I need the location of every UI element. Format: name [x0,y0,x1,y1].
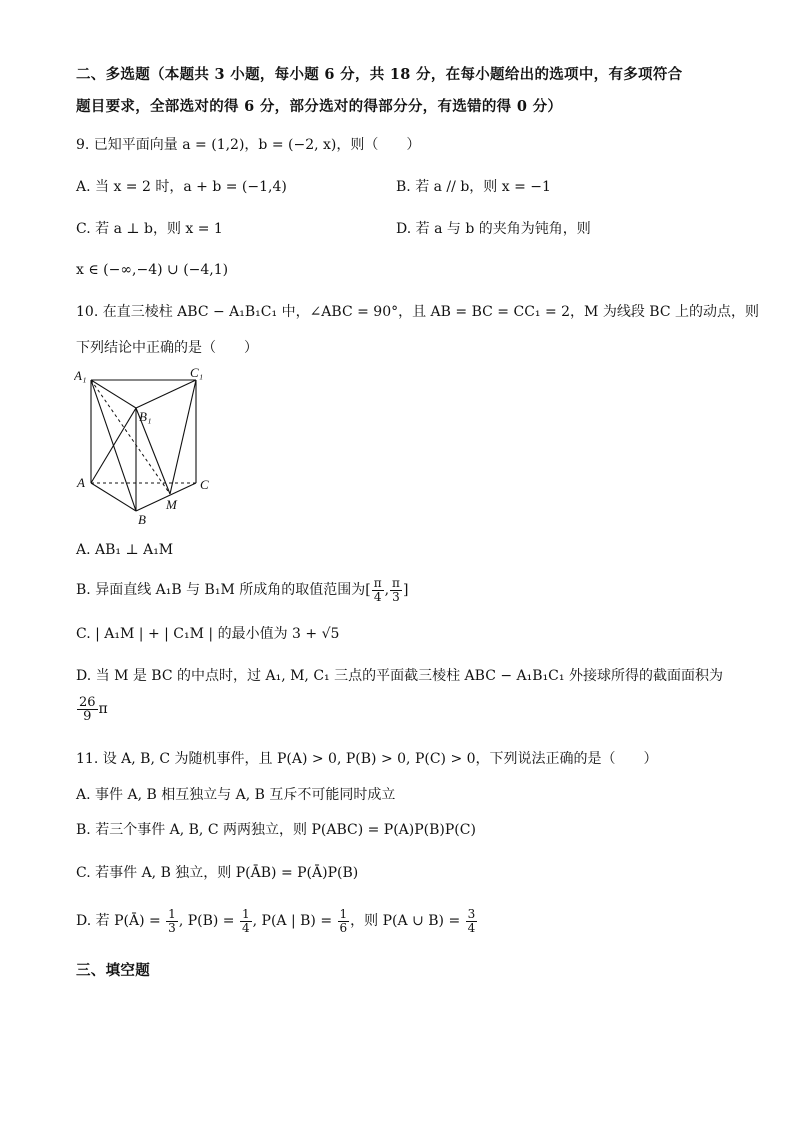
pi-symbol: π [98,701,108,717]
label-c: C [200,477,209,492]
numerator: 3 [467,906,476,921]
q10-option-b-close: ] [402,582,409,598]
section-2-heading-line1: 二、多选题（本题共 3 小题，每小题 6 分，共 18 分，在每小题给出的选项中，有多项符合 [76,66,683,83]
label-b1: B₁ [139,409,152,424]
q10-option-d-cont [76,695,108,723]
denominator: 3 [392,589,400,604]
q9-option-c: C. 若 a ⊥ b，则 x = 1 [76,221,223,237]
label-m: M [166,497,177,512]
denominator: 9 [83,708,92,724]
q9-option-a: A. 当 x = 2 时，a + b = (−1,4) [76,179,287,195]
label-a: A [77,475,85,490]
q11-d-text: ，则 P(A ∪ B) = [350,913,461,929]
q9-option-b: B. 若 a // b，则 x = −1 [396,179,551,195]
denominator: 4 [373,589,382,604]
q11-d-text: , P(A | B) = [252,913,333,929]
numerator: 26 [79,694,96,710]
fraction [372,577,384,604]
label-b: B [138,512,146,527]
q9-stem: 9. 已知平面向量 a = (1,2)，b = (−2, x)，则（ ） [76,137,421,153]
q11-stem: 11. 设 A, B, C 为随机事件，且 P(A) > 0, P(B) > 0, P(C) > 0，下列说法正确的是（ ） [76,751,658,767]
q11-d-text: D. 若 P(Ā) = [76,913,161,929]
q11-d-text: , P(B) = [178,913,235,929]
q11-option-c: C. 若事件 A, B 独立，则 P(ĀB) = P(Ā)P(B) [76,865,359,881]
section-2-heading-line2: 题目要求，全部选对的得 6 分，部分选对的得部分分，有选错的得 0 分） [76,98,563,115]
q9-option-d-cont: x ∈ (−∞,−4) ∪ (−4,1) [76,262,229,278]
q10-option-b: B. 异面直线 A₁B 与 B₁M 所成角的取值范围为[ $\frac{\pi}{4}$ , $\frac{\pi}{3}$ ] [76,575,409,604]
prism-figure [74,366,224,528]
denominator: 6 [339,920,348,935]
q10-stem-line1: 10. 在直三棱柱 ABC − A₁B₁C₁ 中，∠ABC = 90°，且 AB = BC = CC₁ = 2，M 为线段 BC 上的动点，则 [76,304,759,320]
q9-option-d: D. 若 a 与 b 的夹角为钝角，则 [396,221,591,237]
q10-option-c: C. | A₁M | + | C₁M | 的最小值为 3 + √5 [76,626,340,642]
q10-stem-line2: 下列结论中正确的是（ ） [76,340,258,356]
numerator: 1 [168,906,176,921]
fraction [466,908,478,935]
q10-option-b-text: B. 异面直线 A₁B 与 B₁M 所成角的取值范围为[ [76,582,371,598]
numerator: π [373,575,382,590]
section-3-heading: 三、填空题 [76,962,150,979]
q10-option-d: D. 当 M 是 BC 的中点时，过 A₁, M, C₁ 三点的平面截三棱柱 ABC − A₁B₁C₁ 外接球所得的截面面积为 [76,668,723,684]
q11-option-d [76,906,478,936]
fraction [338,908,350,935]
denominator: 4 [467,920,476,935]
denominator: 4 [241,920,250,935]
fraction [390,577,402,604]
label-c1: C₁ [190,366,204,380]
q10-option-a: A. AB₁ ⊥ A₁M [76,542,174,558]
numerator: 1 [241,906,250,921]
numerator: π [392,575,400,590]
fraction [240,908,252,935]
label-a1: A₁ [74,368,87,383]
fraction [166,908,178,935]
q11-option-b: B. 若三个事件 A, B, C 两两独立，则 P(ABC) = P(A)P(B)P(C) [76,822,476,838]
q11-option-a: A. 事件 A, B 相互独立与 A, B 互斥不可能同时成立 [76,787,396,803]
numerator: 1 [339,906,348,921]
denominator: 3 [168,920,176,935]
fraction [77,696,98,723]
